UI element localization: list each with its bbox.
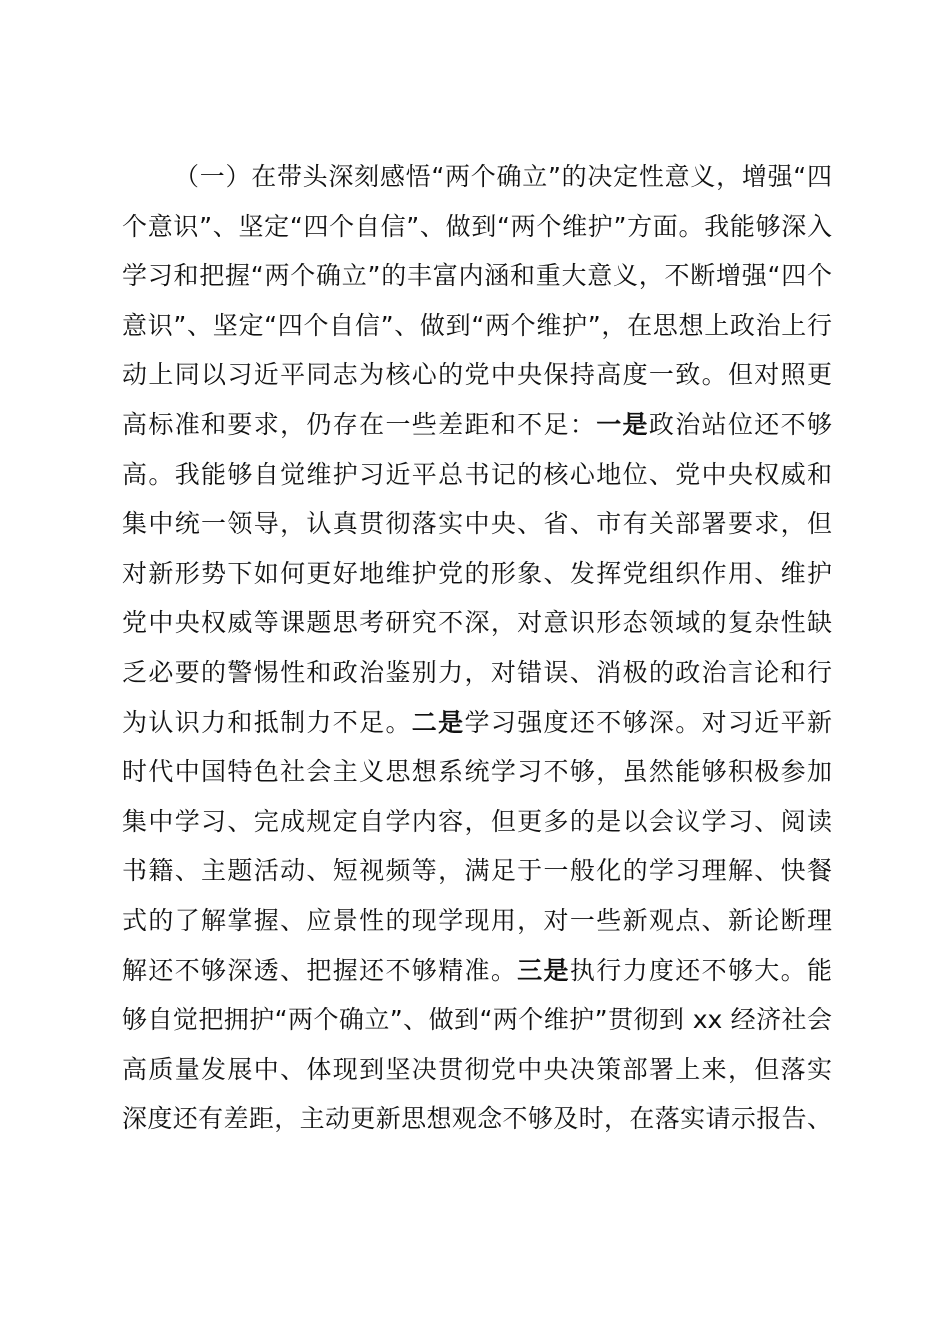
paragraph-line: [122, 1045, 832, 1095]
text-span: 政治站位还不够: [648, 409, 832, 439]
text-span: 意识”、坚定“四个自信”、做到“两个维护”，在思想上政治上行: [122, 310, 832, 340]
paragraph-line: [122, 598, 832, 648]
text-span: 对新形势下如何更好地维护党的形象、发挥党组织作用、维护: [122, 558, 832, 588]
paragraph-line: [122, 350, 832, 400]
text-span: 集中学习、完成规定自学内容，但更多的是以会议学习、阅读: [122, 806, 832, 836]
bold-marker: 二是: [411, 707, 465, 737]
text-span: 高。我能够自觉维护习近平总书记的核心地位、党中央权威和: [122, 459, 832, 489]
text-span: 集中统一领导，认真贯彻落实中央、省、市有关部署要求，但: [122, 509, 832, 539]
text-span: 书籍、主题活动、短视频等，满足于一般化的学习理解、快餐: [122, 856, 832, 886]
paragraph-line: [122, 152, 832, 202]
paragraph-line: [122, 549, 832, 599]
paragraph-line: [122, 450, 832, 500]
text-span: 乏必要的警惕性和政治鉴别力，对错误、消极的政治言论和行: [122, 657, 832, 687]
text-span: 动上同以习近平同志为核心的党中央保持高度一致。但对照更: [122, 360, 832, 390]
text-span: 解还不够深透、把握还不够精准。: [122, 955, 518, 985]
paragraph-line: [122, 896, 832, 946]
text-span: 学习和把握“两个确立”的丰富内涵和重大意义，不断增强“四个: [122, 261, 832, 291]
text-span: 学习强度还不够深。对习近平新: [464, 707, 832, 737]
text-span: 执行力度还不够大。能: [569, 955, 832, 985]
paragraph-line: [122, 995, 832, 1045]
paragraph-line: [122, 797, 832, 847]
paragraph-line: [122, 946, 832, 996]
bold-marker: 三是: [517, 955, 570, 985]
bold-marker: 一是: [596, 409, 649, 439]
paragraph-line: [122, 747, 832, 797]
paragraph-line: [122, 499, 832, 549]
paragraph-line: [122, 698, 832, 748]
text-span: 高标准和要求，仍存在一些差距和不足：: [122, 409, 597, 439]
paragraph-line: [122, 648, 832, 698]
text-span: 深度还有差距，主动更新思想观念不够及时，在落实请示报告、: [122, 1104, 832, 1134]
text-span: 时代中国特色社会主义思想系统学习不够，虽然能够积极参加: [122, 757, 832, 787]
body-paragraph: [122, 152, 832, 1144]
text-span: 高质量发展中、体现到坚决贯彻党中央决策部署上来，但落实: [122, 1054, 832, 1084]
text-span: 为认识力和抵制力不足。: [122, 707, 412, 737]
text-span: 个意识”、坚定“四个自信”、做到“两个维护”方面。我能够深入: [122, 211, 832, 241]
text-span: （一）在带头深刻感悟“两个确立”的决定性意义，增强“四: [174, 162, 832, 191]
paragraph-line: [122, 400, 832, 450]
paragraph-line: [122, 301, 832, 351]
paragraph-line: [122, 251, 832, 301]
paragraph-line: [122, 202, 832, 252]
text-span: 党中央权威等课题思考研究不深，对意识形态领域的复杂性缺: [122, 608, 832, 638]
paragraph-line: [122, 846, 832, 896]
paragraph-line: [122, 1094, 832, 1144]
text-span: 够自觉把拥护“两个确立”、做到“两个维护”贯彻到 xx 经济社会: [122, 1005, 832, 1035]
text-span: 式的了解掌握、应景性的现学现用，对一些新观点、新论断理: [122, 905, 832, 935]
